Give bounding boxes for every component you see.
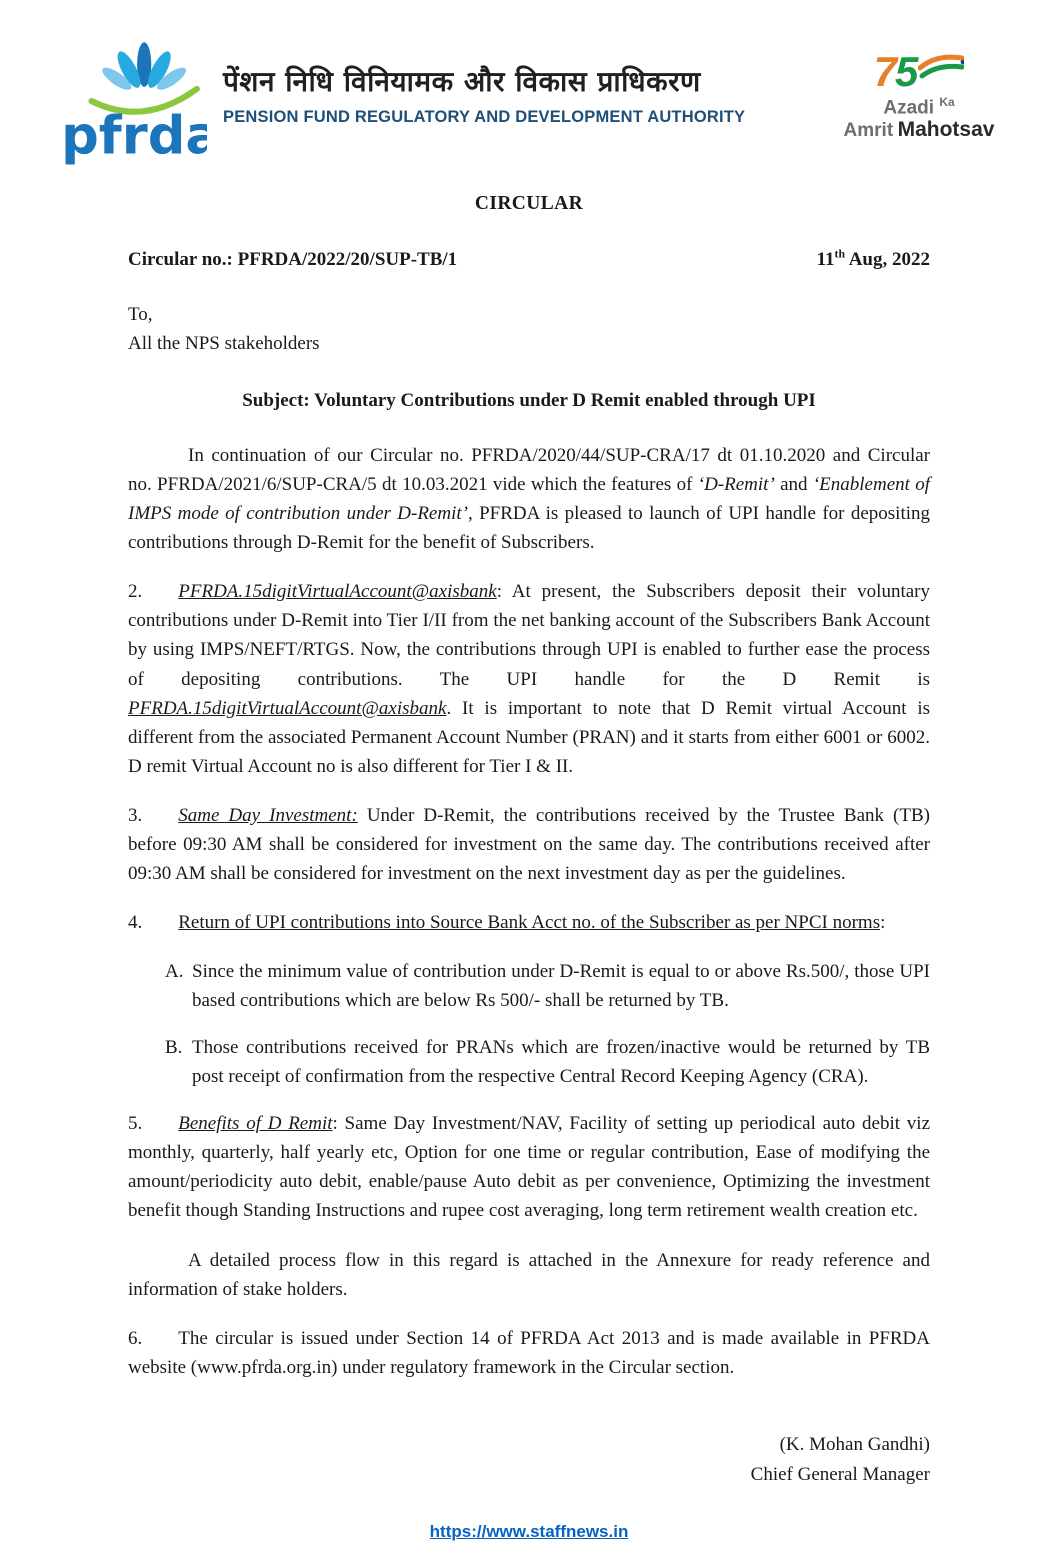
paragraph-1-intro xyxy=(128,441,930,557)
amrit-mahotsav-text xyxy=(830,119,1008,141)
org-name-block xyxy=(223,28,745,127)
paragraph-3-same-day-investment xyxy=(128,801,930,888)
text-run: : xyxy=(880,911,886,933)
paragraph-2-upi-handle xyxy=(128,577,930,780)
text-run: In continuation of our Circular no. PFRDA/2020/44/SUP-CRA/17 dt 01.10.2020 and Circular no. PFRDA/2021/6/SUP-CRA/5 dt 10.03.2021 vide which the features of xyxy=(128,445,930,496)
lotus-petals-icon xyxy=(99,42,189,93)
paragraph-4-heading-return-of-upi xyxy=(128,908,930,937)
azadi-word: Azadi xyxy=(883,97,935,119)
text-run: The circular is issued under Section 14 of PFRDA Act 2013 and is made available in PFRDA website (www.pfrda.org.in) under regulatory framework in the Circular section. xyxy=(128,1327,930,1378)
footer xyxy=(128,1517,930,1566)
text-run: ‘D-Remit’ xyxy=(697,474,775,496)
text-run: Same Day Investment: xyxy=(178,804,358,826)
india-flag-swoosh-icon xyxy=(918,52,964,82)
list-item-b xyxy=(165,1033,930,1091)
letterhead xyxy=(0,0,1058,175)
circular-number: Circular no.: PFRDA/2022/20/SUP-TB/1 xyxy=(128,248,458,270)
circular-document-body xyxy=(0,189,1058,1566)
text-run: and xyxy=(774,474,813,496)
circular-meta-row xyxy=(128,245,930,274)
numeral-7: 7 xyxy=(873,48,895,95)
signatory-name: (K. Mohan Gandhi) xyxy=(779,1433,930,1455)
text-run: 4. xyxy=(128,911,143,933)
text-run: A detailed process flow in this regard is attached in the Annexure for ready reference and information of stake holders. xyxy=(128,1249,930,1300)
paragraph-annexure-note xyxy=(128,1246,930,1304)
list-marker-a: A. xyxy=(165,961,184,983)
list-item-a xyxy=(165,957,930,1015)
text-run: Benefits of D Remit xyxy=(178,1113,333,1135)
recipient-block xyxy=(128,300,930,358)
ka-word: Ka xyxy=(939,95,955,110)
text-run: , PFRDA is pleased to launch of UPI handle for depositing contributions through D-Remit for the benefit of Subscribers. xyxy=(128,503,930,554)
azadi-ka-amrit-mahotsav-logo xyxy=(830,28,1008,141)
pfrda-logo xyxy=(55,28,207,175)
text-run: ‘Enablement of IMPS mode of contribution under D-Remit’ xyxy=(128,474,931,525)
list-item-a-text xyxy=(192,957,930,1015)
circular-date xyxy=(817,245,930,274)
document-title: CIRCULAR xyxy=(474,193,584,214)
text-run: : At present, the Subscribers deposit their voluntary contributions under D-Remit into Tier I/II from the net banking account of the Subscribers Bank Account by using IMPS/NEFT/RTGS. Now, the contributions through UPI is enabled to further ease the process of depositing contributions. The UPI handle for the D Remit is xyxy=(128,581,930,690)
azadi-75-numeral xyxy=(874,50,917,94)
subject-line: Subject: Voluntary Contributions under D Remit enabled through UPI xyxy=(242,390,816,412)
signature-block xyxy=(128,1430,930,1491)
amrit-word: Amrit xyxy=(843,120,894,142)
pfrda-lotus-logo-icon xyxy=(55,28,207,170)
text-run: Since the minimum value of contribution under D-Remit is equal to or above Rs.500/, those UPI based contributions which are below Rs 500/- shall be returned by TB. xyxy=(192,961,930,1012)
logo-wordmark: pfrda xyxy=(61,105,207,167)
text-run: Under D-Remit, the contributions received by the Trustee Bank (TB) before 09:30 AM shall be considered for investment on the same day. The contributions received after 09:30 AM shall be considered for investment on the next investment day as per the guidelines. xyxy=(128,804,930,884)
text-run: Return of UPI contributions into Source Bank Acct no. of the Subscriber as per NPCI norms xyxy=(178,911,881,933)
list-item-b-text xyxy=(192,1033,930,1091)
org-name-hindi: पेंशन निधि विनियामक और विकास प्राधिकरण xyxy=(223,65,701,98)
paragraph-6-section-14 xyxy=(128,1324,930,1382)
text-run: PFRDA.15digitVirtualAccount@axisbank xyxy=(128,697,447,719)
numeral-5: 5 xyxy=(895,48,917,95)
recipient-line: All the NPS stakeholders xyxy=(128,332,320,354)
paragraph-5-benefits xyxy=(128,1109,930,1225)
text-run: Those contributions received for PRANs which are frozen/inactive would be returned by TB post receipt of confirmation from the respective Central Record Keeping Agency (CRA). xyxy=(192,1037,930,1088)
text-run: : Same Day Investment/NAV, Facility of setting up periodical auto debit viz monthly, quarterly, half yearly etc, Option for one time or regular contribution, Ease of modifying the amount/periodicity auto debit, enable/pause Auto debit as per convenience, Optimizing the investment benefit though Standing Instructions and rupee cost averaging, long term retirement wealth creation etc. xyxy=(128,1113,930,1222)
text-run: 2. xyxy=(128,581,143,603)
text-run: . It is important to note that D Remit virtual Account is different from the associated Permanent Account Number (PRAN) and it starts from either 6001 or 6002. D remit Virtual Account no is also different for Tier I & II. xyxy=(128,697,930,777)
text-run: 6. xyxy=(128,1327,143,1349)
mahotsav-word: Mahotsav xyxy=(897,118,995,142)
signatory-designation: Chief General Manager xyxy=(750,1464,930,1486)
azadi-ka-text xyxy=(830,96,1008,118)
text-run: 3. xyxy=(128,804,143,826)
staffnews-link[interactable]: https://www.staffnews.in xyxy=(429,1521,629,1541)
list-marker-b: B. xyxy=(165,1037,183,1059)
date-ordinal-suffix: th xyxy=(834,247,845,261)
date-month-year: Aug, 2022 xyxy=(845,248,930,270)
date-day: 11 xyxy=(816,248,835,270)
text-run: 5. xyxy=(128,1113,143,1135)
recipient-to: To, xyxy=(128,303,153,325)
org-name-english: PENSION FUND REGULATORY AND DEVELOPMENT AUTHORITY xyxy=(223,108,746,126)
text-run: PFRDA.15digitVirtualAccount@axisbank xyxy=(178,581,497,603)
